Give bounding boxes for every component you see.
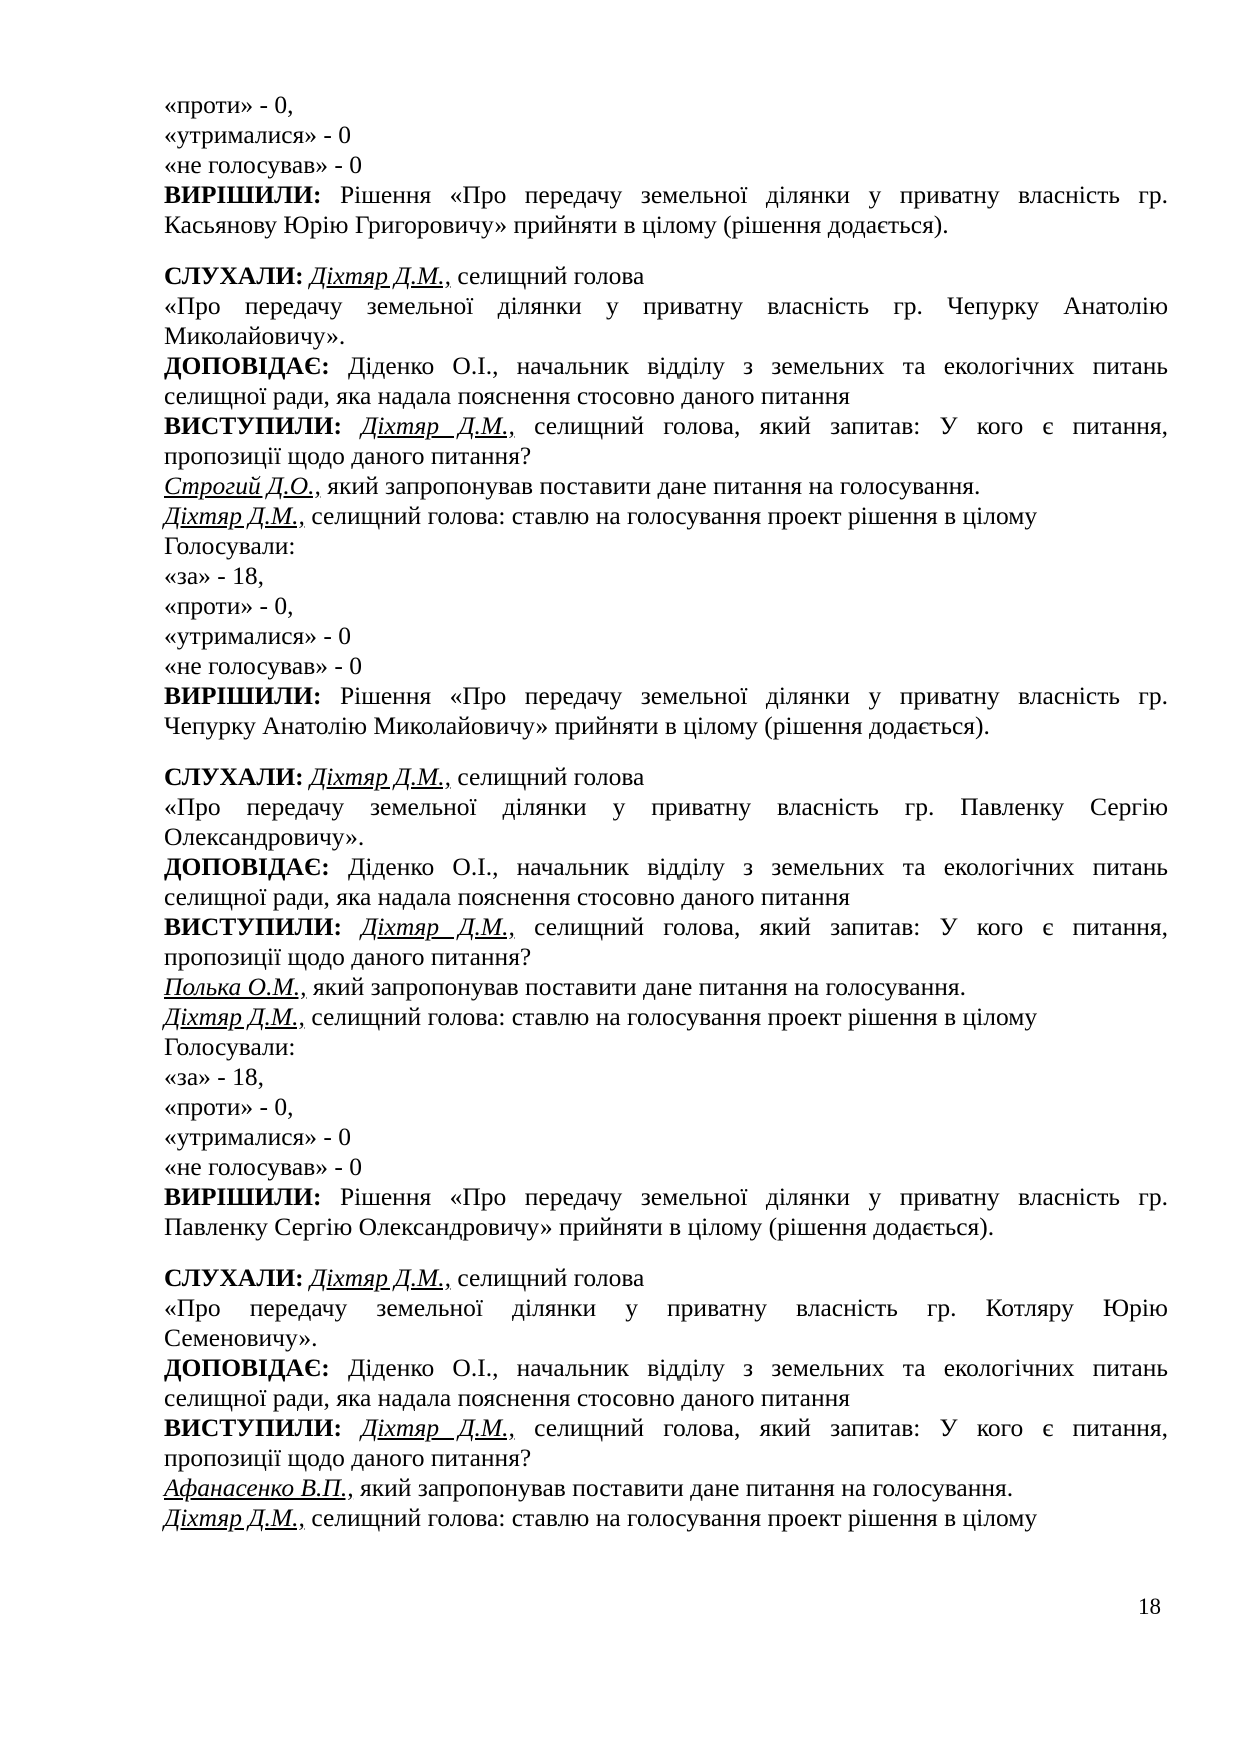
topic-line-1: «Про передачу земельної ділянки у приватну власність гр. Котляру Юрію xyxy=(164,1293,1168,1322)
report-line-1 xyxy=(164,852,1168,882)
speakers-line-2: пропозиції щодо даного питання? xyxy=(164,942,532,971)
decision-text: Рішення «Про передачу земельної ділянки у приватну власність гр. xyxy=(321,681,1168,710)
speaker-name: Діхтяр Д.М., xyxy=(361,1413,515,1442)
vote-abstain-line: «утрималися» - 0 xyxy=(164,120,352,149)
decision-line-1 xyxy=(164,1182,1168,1212)
report-text: Діденко О.І., начальник відділу з земельних та екологічних питань xyxy=(329,852,1168,881)
report-line-1 xyxy=(164,351,1168,381)
topic-line-2: Миколайовичу». xyxy=(164,321,346,350)
proposer-name: Строгий Д.О., xyxy=(164,471,321,500)
heard-label: СЛУХАЛИ: xyxy=(164,261,304,290)
vote-call-text: селищний голова: ставлю на голосування проект рішення в цілому xyxy=(304,1002,1038,1031)
vote-against-line: «проти» - 0, xyxy=(164,1092,294,1121)
vote-not-voted-line: «не голосував» - 0 xyxy=(164,1152,362,1181)
speaker-name: Діхтяр Д.М., xyxy=(310,1263,451,1292)
decision-text: Рішення «Про передачу земельної ділянки у приватну власність гр. xyxy=(321,1182,1168,1211)
spoke-label: ВИСТУПИЛИ: xyxy=(164,411,342,440)
vote-against-line: «проти» - 0, xyxy=(164,90,294,119)
proposer-name: Афанасенко В.П., xyxy=(164,1473,354,1502)
speaker-name: Діхтяр Д.М., xyxy=(164,1002,305,1031)
report-line-2: селищної ради, яка надала пояснення стосовно даного питання xyxy=(164,882,851,911)
heard-line xyxy=(164,762,1168,792)
speaker-name: Діхтяр Д.М., xyxy=(361,411,515,440)
report-line-1 xyxy=(164,1353,1168,1383)
decided-label: ВИРІШИЛИ: xyxy=(164,180,322,209)
spoke-label: ВИСТУПИЛИ: xyxy=(164,1413,342,1442)
proposal-text: який запропонував поставити дане питання на голосування. xyxy=(353,1473,1014,1502)
decision-line-2: Касьянову Юрію Григоровичу» прийняти в цілому (рішення додається). xyxy=(164,210,949,239)
spoke-label: ВИСТУПИЛИ: xyxy=(164,912,342,941)
vote-for-line: «за» - 18, xyxy=(164,1062,265,1091)
decided-label: ВИРІШИЛИ: xyxy=(164,681,322,710)
report-line-2: селищної ради, яка надала пояснення стосовно даного питання xyxy=(164,1383,851,1412)
decision-line-1 xyxy=(164,681,1168,711)
vote-call-text: селищний голова: ставлю на голосування проект рішення в цілому xyxy=(304,1503,1038,1532)
report-line-2: селищної ради, яка надала пояснення стосовно даного питання xyxy=(164,381,851,410)
heard-line xyxy=(164,261,1168,291)
speaker-name: Діхтяр Д.М., xyxy=(310,762,451,791)
vote-for-line: «за» - 18, xyxy=(164,561,265,590)
report-text: Діденко О.І., начальник відділу з земельних та екологічних питань xyxy=(329,351,1168,380)
page-number: 18 xyxy=(1138,1594,1161,1619)
speaker-title: селищний голова xyxy=(450,261,645,290)
speaker-name: Діхтяр Д.М., xyxy=(164,1503,305,1532)
vote-not-voted-line: «не голосував» - 0 xyxy=(164,150,362,179)
speakers-text: селищний голова, який запитав: У кого є питання, xyxy=(514,912,1169,941)
decided-label: ВИРІШИЛИ: xyxy=(164,1182,322,1211)
decision-text: Рішення «Про передачу земельної ділянки у приватну власність гр. xyxy=(339,180,1169,209)
topic-line-2: Олександровичу». xyxy=(164,822,365,851)
topic-line-1: «Про передачу земельної ділянки у приватну власність гр. Павленку Сергію xyxy=(164,792,1168,821)
proposal-line xyxy=(164,972,1168,1002)
vote-call-text: селищний голова: ставлю на голосування проект рішення в цілому xyxy=(304,501,1038,530)
proposer-name: Полька О.М., xyxy=(164,972,307,1001)
decision-line-2: Чепурку Анатолію Миколайовичу» прийняти в цілому (рішення додається). xyxy=(164,711,990,740)
speakers-line-1 xyxy=(164,1413,1168,1443)
report-text: Діденко О.І., начальник відділу з земельних та екологічних питань xyxy=(329,1353,1168,1382)
vote-not-voted-line: «не голосував» - 0 xyxy=(164,651,362,680)
speakers-line-2: пропозиції щодо даного питання? xyxy=(164,1443,532,1472)
vote-call-line xyxy=(164,501,1168,531)
speaker-name: Діхтяр Д.М., xyxy=(164,501,305,530)
speaker-title: селищний голова xyxy=(450,762,645,791)
speakers-text: селищний голова, який запитав: У кого є питання, xyxy=(514,1413,1169,1442)
topic-line-1: «Про передачу земельної ділянки у приватну власність гр. Чепурку Анатолію xyxy=(164,291,1168,320)
decision-line-1 xyxy=(164,180,1168,210)
speaker-name: Діхтяр Д.М., xyxy=(310,261,451,290)
decision-line-2: Павленку Сергію Олександровичу» прийняти в цілому (рішення додається). xyxy=(164,1212,995,1241)
voted-line: Голосували: xyxy=(164,531,296,560)
heard-label: СЛУХАЛИ: xyxy=(164,762,304,791)
speakers-line-1 xyxy=(164,912,1168,942)
vote-against-line: «проти» - 0, xyxy=(164,591,294,620)
heard-line xyxy=(164,1263,1168,1293)
speakers-line-1 xyxy=(164,411,1168,441)
proposal-text: який запропонував поставити дане питання на голосування. xyxy=(320,471,981,500)
proposal-line xyxy=(164,1473,1168,1503)
reports-label: ДОПОВІДАЄ: xyxy=(164,1353,330,1382)
heard-label: СЛУХАЛИ: xyxy=(164,1263,304,1292)
reports-label: ДОПОВІДАЄ: xyxy=(164,351,330,380)
vote-abstain-line: «утрималися» - 0 xyxy=(164,1122,352,1151)
speakers-line-2: пропозиції щодо даного питання? xyxy=(164,441,532,470)
vote-abstain-line: «утрималися» - 0 xyxy=(164,621,352,650)
speakers-text: селищний голова, який запитав: У кого є питання, xyxy=(514,411,1169,440)
vote-call-line xyxy=(164,1503,1168,1533)
speaker-name: Діхтяр Д.М., xyxy=(361,912,515,941)
voted-line: Голосували: xyxy=(164,1032,296,1061)
proposal-line xyxy=(164,471,1168,501)
speaker-title: селищний голова xyxy=(450,1263,645,1292)
proposal-text: який запропонував поставити дане питання на голосування. xyxy=(306,972,966,1001)
topic-line-2: Семеновичу». xyxy=(164,1323,318,1352)
vote-call-line xyxy=(164,1002,1168,1032)
reports-label: ДОПОВІДАЄ: xyxy=(164,852,330,881)
